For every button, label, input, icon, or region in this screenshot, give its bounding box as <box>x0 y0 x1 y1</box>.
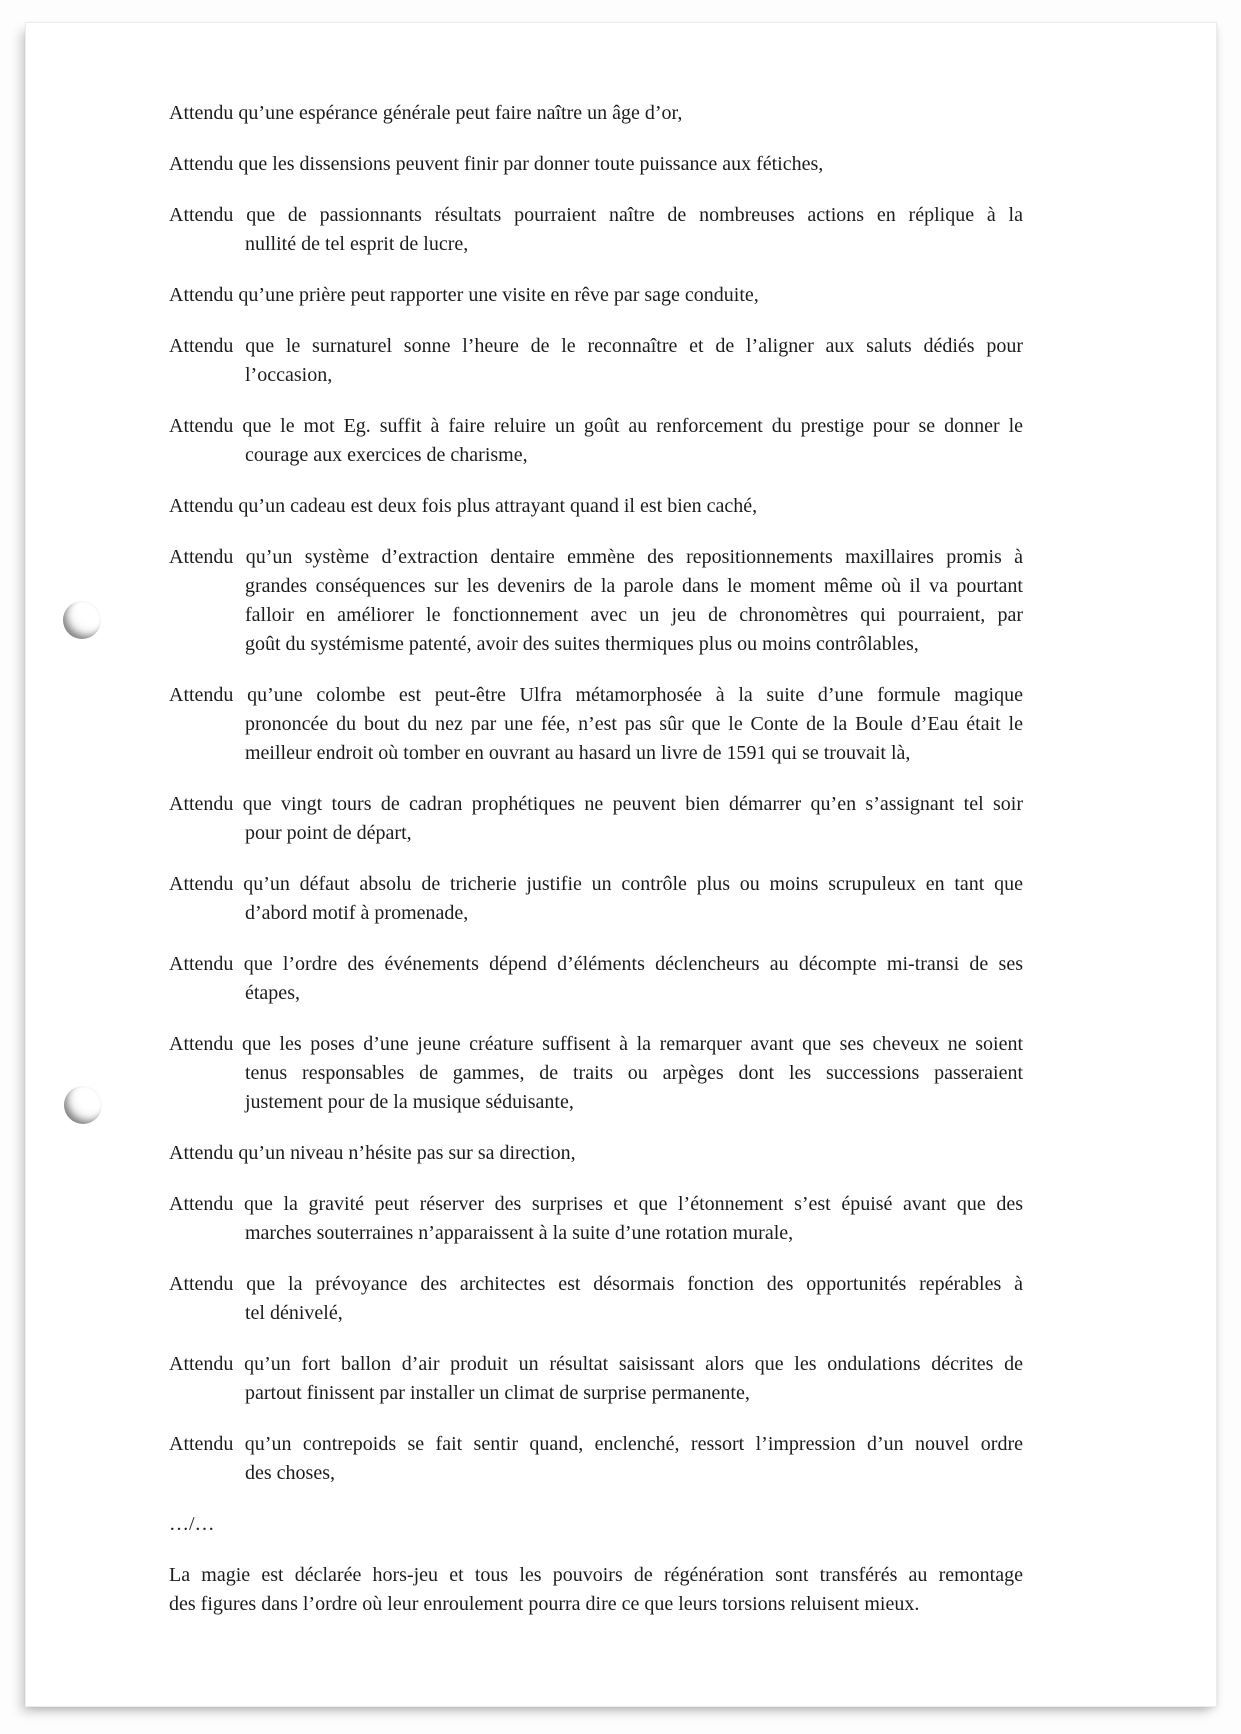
paragraph <box>169 1030 1023 1117</box>
paragraph <box>169 1350 1023 1408</box>
text-line: Attendu que les poses d’une jeune créature suffisent à la remarquer avant que ses cheveux ne soient <box>169 1033 1023 1055</box>
text-line: justement pour de la musique séduisante, <box>245 1091 574 1113</box>
paragraph <box>169 332 1023 390</box>
document-text <box>169 99 1023 1619</box>
text-line: Attendu qu’un cadeau est deux fois plus attrayant quand il est bien caché, <box>169 495 758 517</box>
paragraph <box>169 870 1023 928</box>
text-line: Attendu que le mot Eg. suffit à faire reluire un goût au renforcement du prestige pour se donner le <box>169 415 1023 437</box>
document-page <box>25 22 1217 1707</box>
text-line: Attendu que l’ordre des événements dépend d’éléments déclencheurs au décompte mi-transi de ses <box>169 953 1023 975</box>
paragraph <box>169 1270 1023 1328</box>
text-line: La magie est déclarée hors-jeu et tous les pouvoirs de régénération sont transférés au remontage <box>169 1564 1023 1586</box>
paragraph <box>169 412 1023 470</box>
text-line: courage aux exercices de charisme, <box>245 444 528 466</box>
text-line: des choses, <box>245 1462 335 1484</box>
paragraph <box>169 1430 1023 1488</box>
text-line: Attendu qu’une espérance générale peut faire naître un âge d’or, <box>169 102 683 124</box>
text-line: Attendu qu’un système d’extraction dentaire emmène des repositionnements maxillaires promis à <box>169 546 1023 568</box>
text-line: partout finissent par installer un climat de surprise permanente, <box>245 1382 750 1404</box>
text-line: grandes conséquences sur les devenirs de la parole dans le moment même où il va pourtant <box>245 575 1023 597</box>
text-line: des figures dans l’ordre où leur enroulement pourra dire ce que leurs torsions reluisent mieux. <box>169 1593 920 1615</box>
text-line: Attendu qu’un fort ballon d’air produit un résultat saisissant alors que les ondulations décrites de <box>169 1353 1023 1375</box>
paragraph <box>169 150 1023 179</box>
text-line: tel dénivelé, <box>245 1302 343 1324</box>
text-line: Attendu que la prévoyance des architectes est désormais fonction des opportunités repérables à <box>169 1273 1023 1295</box>
text-line: Attendu que le surnaturel sonne l’heure de le reconnaître et de l’aligner aux saluts dédiés pour <box>169 335 1023 357</box>
text-line: meilleur endroit où tomber en ouvrant au hasard un livre de 1591 qui se trouvait là, <box>245 742 911 764</box>
text-line: pour point de départ, <box>245 822 412 844</box>
text-line: marches souterraines n’apparaissent à la suite d’une rotation murale, <box>245 1222 794 1244</box>
text-line: prononcée du bout du nez par une fée, n’est pas sûr que le Conte de la Boule d’Eau était le <box>245 713 1023 735</box>
punch-hole-bottom <box>64 1086 102 1124</box>
paragraph <box>169 201 1023 259</box>
text-line: Attendu que vingt tours de cadran prophétiques ne peuvent bien démarrer qu’en s’assignant tel soir <box>169 793 1023 815</box>
text-line: Attendu que la gravité peut réserver des surprises et que l’étonnement s’est épuisé avant que des <box>169 1193 1023 1215</box>
text-line: Attendu qu’une colombe est peut-être Ulfra métamorphosée à la suite d’une formule magique <box>169 684 1023 706</box>
paragraph <box>169 492 1023 521</box>
paragraph <box>169 1561 1023 1619</box>
paragraph <box>169 1190 1023 1248</box>
paragraph <box>169 790 1023 848</box>
text-line: nullité de tel esprit de lucre, <box>245 233 469 255</box>
text-line: d’abord motif à promenade, <box>245 902 469 924</box>
text-line: Attendu qu’une prière peut rapporter une visite en rêve par sage conduite, <box>169 284 759 306</box>
paragraph <box>169 543 1023 659</box>
paragraph <box>169 1510 1023 1539</box>
paragraph <box>169 950 1023 1008</box>
text-line: goût du systémisme patenté, avoir des suites thermiques plus ou moins contrôlables, <box>245 633 919 655</box>
text-line: Attendu que de passionnants résultats pourraient naître de nombreuses actions en réplique à la <box>169 204 1023 226</box>
text-line: falloir en améliorer le fonctionnement avec un jeu de chronomètres qui pourraient, par <box>245 604 1023 626</box>
punch-hole-top <box>63 601 101 639</box>
text-line: Attendu que les dissensions peuvent finir par donner toute puissance aux fétiches, <box>169 153 824 175</box>
text-line: …/… <box>169 1513 215 1535</box>
paragraph <box>169 99 1023 128</box>
text-line: tenus responsables de gammes, de traits ou arpèges dont les successions passeraient <box>245 1062 1023 1084</box>
text-line: étapes, <box>245 982 300 1004</box>
paragraph <box>169 1139 1023 1168</box>
paragraph <box>169 281 1023 310</box>
text-line: Attendu qu’un niveau n’hésite pas sur sa direction, <box>169 1142 576 1164</box>
paragraph <box>169 681 1023 768</box>
text-line: Attendu qu’un défaut absolu de tricherie justifie un contrôle plus ou moins scrupuleux en tant que <box>169 873 1023 895</box>
text-line: Attendu qu’un contrepoids se fait sentir quand, enclenché, ressort l’impression d’un nouvel ordre <box>169 1433 1023 1455</box>
text-line: l’occasion, <box>245 364 333 386</box>
